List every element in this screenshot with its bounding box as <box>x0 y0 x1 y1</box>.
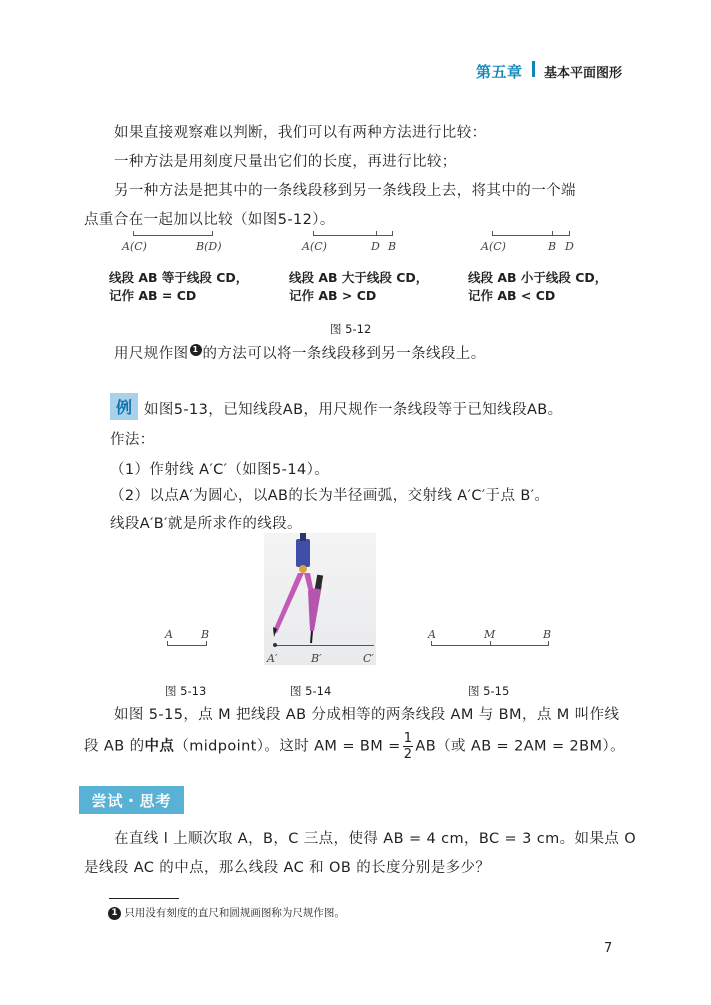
tick <box>431 641 432 646</box>
tick <box>133 231 134 236</box>
paragraph-3a: 另一种方法是把其中的一条线段移到另一条线段上去，将其中的一个端 <box>114 183 576 199</box>
segment-ab-cd <box>133 235 213 236</box>
paragraph-1: 如果直接观察难以判断，我们可以有两种方法进行比较： <box>114 125 487 141</box>
segment-ab <box>167 645 207 646</box>
chapter-title: 基本平面图形 <box>544 66 623 81</box>
method-label: 作法： <box>110 432 155 448</box>
point-a-prime <box>273 643 277 647</box>
compare-equal-line2: 记作 AB = CD <box>109 288 197 303</box>
fraction-denominator: 2 <box>403 747 413 762</box>
ruler-text-b: 的方法可以将一条线段移到另一条线段上。 <box>202 346 486 362</box>
tick <box>313 231 314 236</box>
segment-ab <box>313 235 393 236</box>
compare-greater-line1: 线段 AB 大于线段 CD， <box>289 270 429 285</box>
midpoint-text-c: AB（或 AB = 2AM = 2BM）。 <box>415 738 625 755</box>
fraction-numerator: 1 <box>403 731 413 746</box>
header-divider <box>532 61 535 77</box>
try-think-badge: 尝试・思考 <box>79 786 184 814</box>
tick <box>569 231 570 236</box>
label-b: B <box>548 240 557 253</box>
footnote-number: 1 <box>108 907 121 920</box>
fraction-one-half <box>403 731 414 762</box>
page-number: 7 <box>604 941 613 956</box>
label-a: A <box>165 628 173 641</box>
label-a-prime: A′ <box>267 652 278 665</box>
compare-less-line1: 线段 AB 小于线段 CD， <box>468 270 608 285</box>
footnote <box>108 905 345 920</box>
tick <box>206 641 207 646</box>
tick <box>167 641 168 646</box>
example-text: 如图5-13，已知线段AB，用尺规作一条线段等于已知线段AB。 <box>144 402 563 418</box>
ruler-text-a: 用尺规作图 <box>114 346 189 362</box>
label-a: A <box>428 628 436 641</box>
label-b: B <box>201 628 210 641</box>
figure-caption: 图 5-14 <box>290 684 332 698</box>
label-c-prime: C′ <box>363 652 374 665</box>
label-b: B <box>388 240 397 253</box>
label-m: M <box>484 628 496 641</box>
try-think-line-1: 在直线 l 上顺次取 A，B，C 三点，使得 AB = 4 cm，BC = 3 cm。如果点 O <box>114 831 637 847</box>
compare-less-line2: 记作 AB < CD <box>468 288 556 303</box>
label-b-prime: B′ <box>311 652 322 665</box>
ruler-sentence <box>114 342 486 363</box>
step-1: （1）作射线 A′C′（如图5-14）。 <box>110 462 330 478</box>
paragraph-2: 一种方法是用刻度尺量出它们的长度，再进行比较； <box>114 154 457 170</box>
tick <box>376 231 377 236</box>
label-b: B <box>543 628 552 641</box>
chapter-number: 第五章 <box>476 63 523 81</box>
label-d: D <box>565 240 574 253</box>
label-a-c: A(C) <box>481 240 506 253</box>
midpoint-term: 中点 <box>144 738 175 755</box>
figure-caption: 图 5-13 <box>165 684 207 698</box>
figure-caption: 图 5-15 <box>468 684 510 698</box>
tick <box>212 231 213 236</box>
tick <box>392 231 393 236</box>
midpoint-text-a: 段 AB 的 <box>84 738 145 755</box>
label-a-c: A(C) <box>302 240 327 253</box>
midpoint-text-b: （midpoint）。这时 AM = BM = <box>174 738 401 755</box>
paragraph-3b: 点重合在一起加以比较（如图5-12）。 <box>84 212 335 228</box>
midpoint-line-2 <box>84 731 625 762</box>
compare-equal-line1: 线段 AB 等于线段 CD， <box>109 270 249 285</box>
step-2: （2）以点A′为圆心，以AB的长为半径画弧，交射线 A′C′于点 B′。 <box>110 488 550 504</box>
label-b-d: B(D) <box>196 240 222 253</box>
compare-greater-line2: 记作 AB > CD <box>289 288 377 303</box>
try-think-line-2: 是线段 AC 的中点，那么线段 AC 和 OB 的长度分别是多少？ <box>84 860 491 876</box>
tick <box>552 231 553 236</box>
tick <box>548 641 549 646</box>
midpoint-line-1: 如图 5-15，点 M 把线段 AB 分成相等的两条线段 AM 与 BM，点 M 叫作线 <box>114 707 620 723</box>
footnote-rule <box>109 898 179 899</box>
conclusion: 线段A′B′就是所求作的线段。 <box>110 516 302 532</box>
label-a-c: A(C) <box>122 240 147 253</box>
segment-cd <box>492 235 570 236</box>
tick <box>490 641 491 646</box>
footnote-marker: 1 <box>190 344 202 356</box>
footnote-text: 只用没有刻度的直尺和圆规画图称为尺规作图。 <box>124 907 345 919</box>
figure-caption: 图 5-12 <box>330 322 372 336</box>
label-d: D <box>371 240 380 253</box>
ray-a-c <box>274 645 374 646</box>
tick <box>492 231 493 236</box>
example-badge: 例 <box>110 393 138 420</box>
